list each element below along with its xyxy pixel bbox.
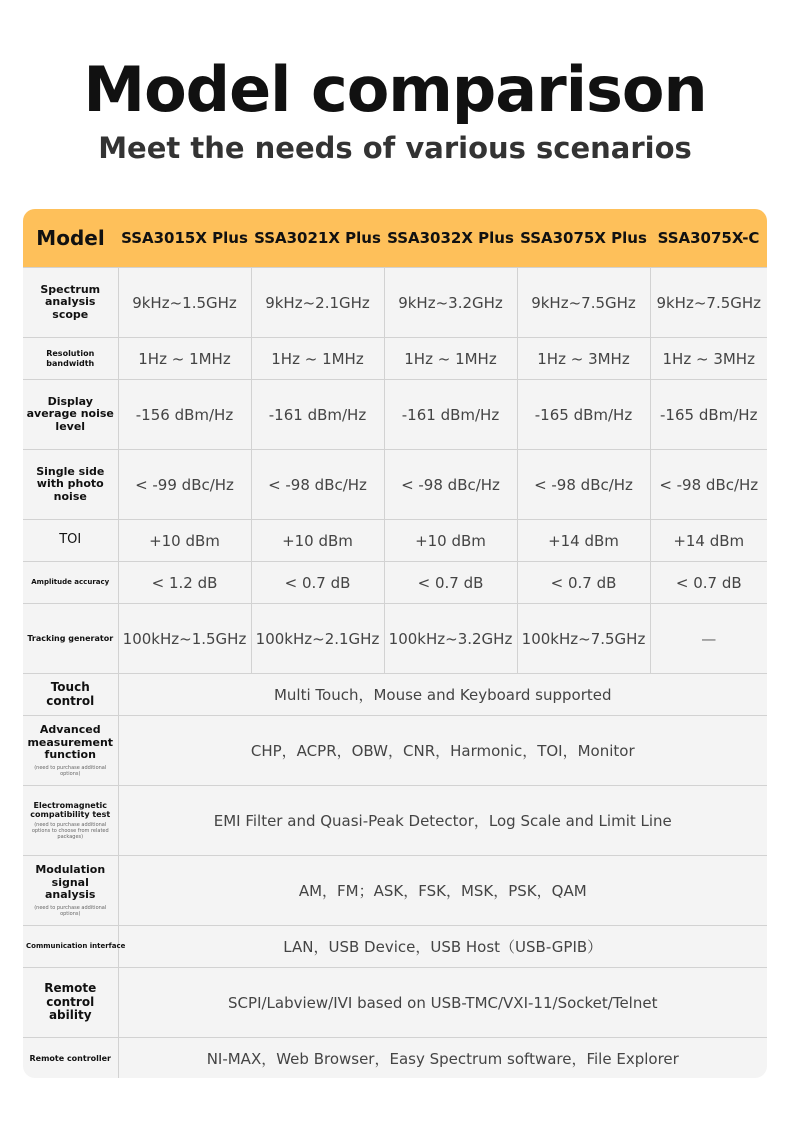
table-cell: < 0.7 dB [384, 562, 517, 604]
table-cell: < -99 dBc/Hz [118, 450, 251, 520]
table-cell: < 1.2 dB [118, 562, 251, 604]
table-cell: +10 dBm [118, 520, 251, 562]
table-row [23, 562, 767, 604]
table-cell: -156 dBm/Hz [118, 380, 251, 450]
table-row [23, 856, 767, 926]
row-note: (need to purchase additional options) [34, 904, 107, 917]
table-cell: < -98 dBc/Hz [384, 450, 517, 520]
row-label: Display average noise level [23, 380, 118, 450]
row-label [23, 674, 118, 716]
table-cell: 9kHz~7.5GHz [517, 268, 650, 338]
table-cell: 1Hz ~ 1MHz [384, 338, 517, 380]
table-row [23, 604, 767, 674]
table-cell: 100kHz~2.1GHz [251, 604, 384, 674]
table-cell: +14 dBm [517, 520, 650, 562]
table-row [23, 268, 767, 338]
table-cell: -161 dBm/Hz [384, 380, 517, 450]
table-cell: -165 dBm/Hz [650, 380, 767, 450]
table-cell: +10 dBm [384, 520, 517, 562]
row-label [23, 1038, 118, 1079]
table-cell-span: SCPI/Labview/IVI based on USB-TMC/VXI-11/Socket/Telnet [118, 968, 767, 1038]
table-row [23, 716, 767, 786]
table-cell: 9kHz~1.5GHz [118, 268, 251, 338]
table-cell: < -98 dBc/Hz [517, 450, 650, 520]
table-cell-span: CHP，ACPR，OBW，CNR，Harmonic，TOI，Monitor [118, 716, 767, 786]
table-cell-span: Multi Touch，Mouse and Keyboard supported [118, 674, 767, 716]
table-cell: < 0.7 dB [517, 562, 650, 604]
row-note: (need to purchase additional options to choose from related packages) [31, 822, 109, 841]
table-cell: 1Hz ~ 3MHz [517, 338, 650, 380]
table-row [23, 786, 767, 856]
table-cell: -161 dBm/Hz [251, 380, 384, 450]
table-cell: 1Hz ~ 3MHz [650, 338, 767, 380]
header-model-label: Model [23, 209, 118, 268]
table-row [23, 1038, 767, 1079]
table-cell: +10 dBm [251, 520, 384, 562]
table-row [23, 380, 767, 450]
row-label-text: Electromagnetic compatibility test [30, 800, 111, 819]
row-label [23, 968, 118, 1038]
table-cell: -165 dBm/Hz [517, 380, 650, 450]
table-row [23, 450, 767, 520]
table-cell: — [650, 604, 767, 674]
row-label-text: Remote control ability [44, 980, 97, 1023]
row-note: (need to purchase additional options) [34, 764, 107, 777]
table-cell: < -98 dBc/Hz [650, 450, 767, 520]
page-subtitle: Meet the needs of various scenarios [98, 131, 692, 165]
row-label: Resolution bandwidth [23, 338, 118, 380]
table-row [23, 674, 767, 716]
row-label [23, 856, 118, 926]
row-label-text: Advanced measurement function [27, 723, 114, 762]
row-label: Spectrum analysis scope [23, 268, 118, 338]
row-label: Amplitude accuracy [23, 562, 118, 604]
row-label: Tracking generator [23, 604, 118, 674]
table-cell: < 0.7 dB [251, 562, 384, 604]
row-label-text: Remote controller [29, 1053, 111, 1063]
header-model-2: SSA3021X Plus [251, 209, 384, 268]
row-label-text: Modulation signal analysis [35, 863, 106, 902]
table-cell-span: LAN，USB Device，USB Host（USB-GPIB） [118, 926, 767, 968]
header-model-5: SSA3075X-C [650, 209, 767, 268]
row-label [23, 926, 126, 968]
table-cell-span: NI-MAX，Web Browser，Easy Spectrum software，File Explorer [118, 1038, 767, 1079]
table-cell: 100kHz~7.5GHz [517, 604, 650, 674]
table-cell: < -98 dBc/Hz [251, 450, 384, 520]
table-cell: 1Hz ~ 1MHz [118, 338, 251, 380]
header-model-4: SSA3075X Plus [517, 209, 650, 268]
table-cell: 1Hz ~ 1MHz [251, 338, 384, 380]
table-cell: 100kHz~3.2GHz [384, 604, 517, 674]
comparison-table [23, 209, 767, 1078]
table-cell: 9kHz~7.5GHz [650, 268, 767, 338]
table-cell: 9kHz~2.1GHz [251, 268, 384, 338]
table-row [23, 520, 767, 562]
header-model-3: SSA3032X Plus [384, 209, 517, 268]
table-row [23, 338, 767, 380]
row-label [23, 786, 118, 856]
table-cell: 100kHz~1.5GHz [118, 604, 251, 674]
row-label-text: Communication interface [26, 942, 126, 951]
row-label [23, 716, 118, 786]
row-label-text: Touch control [46, 679, 95, 708]
table-row [23, 968, 767, 1038]
table-cell: 9kHz~3.2GHz [384, 268, 517, 338]
table-row [23, 926, 767, 968]
page-title: Model comparison [83, 53, 707, 126]
row-label: Single side with photo noise [23, 450, 118, 520]
table-cell-span: EMI Filter and Quasi-Peak Detector，Log Scale and Limit Line [118, 786, 767, 856]
table-cell-span: AM，FM；ASK，FSK，MSK，PSK，QAM [118, 856, 767, 926]
row-label: TOI [23, 520, 118, 562]
header-model-1: SSA3015X Plus [118, 209, 251, 268]
table-header-row [23, 209, 767, 268]
table-cell: < 0.7 dB [650, 562, 767, 604]
table-cell: +14 dBm [650, 520, 767, 562]
